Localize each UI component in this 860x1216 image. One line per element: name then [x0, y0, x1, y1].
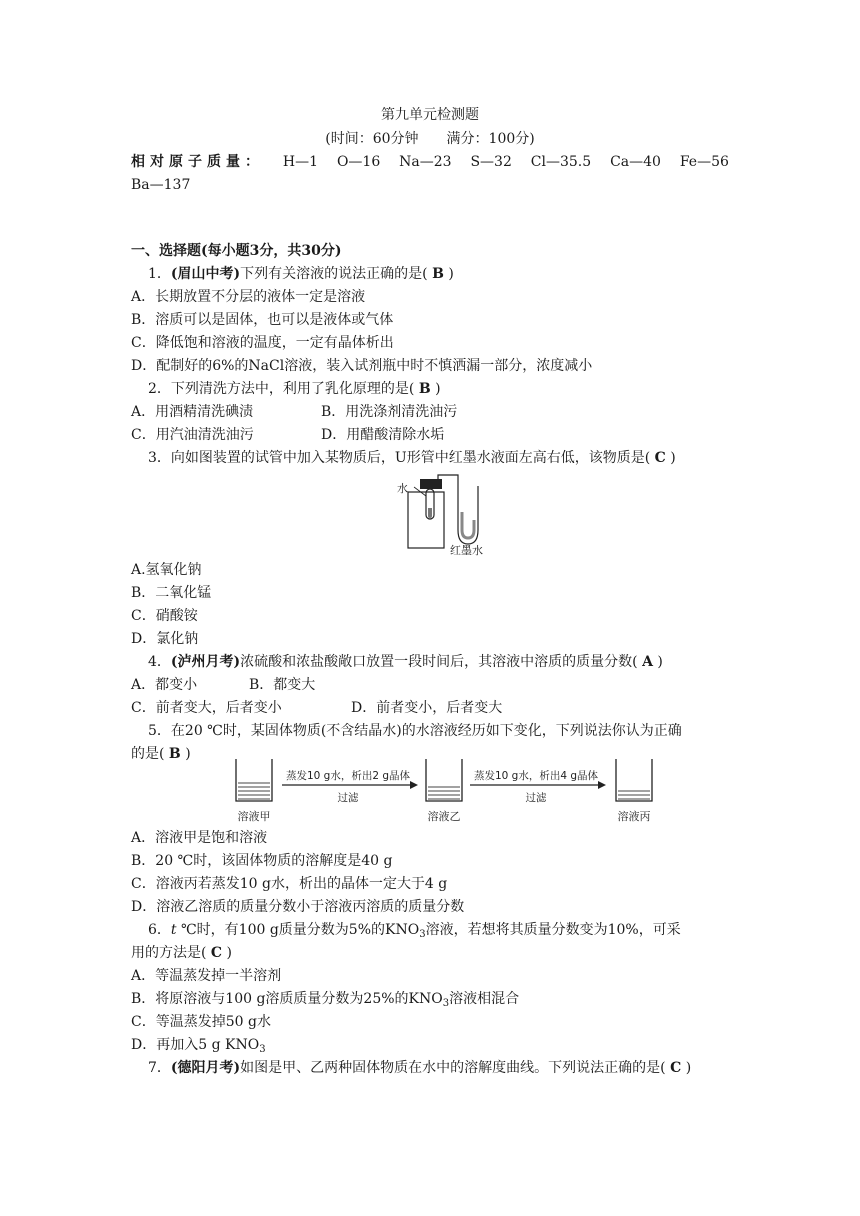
beaker-label: 溶液甲 — [237, 810, 271, 823]
answer-paren: ( — [422, 266, 433, 282]
option: A.氢氧化钠 — [131, 562, 202, 578]
question-text: 在20 ℃时，某固体物质(不含结晶水)的水溶液经历如下变化，下列说法你认为正确 — [170, 723, 682, 739]
section-heading: 一、选择题(每小题3分，共30分) — [131, 243, 342, 259]
option: C．硝酸铵 — [131, 608, 198, 624]
option-text: B．将原溶液与100 g溶质质量分数为25%的KNO — [131, 991, 443, 1007]
answer-paren: ( — [644, 450, 655, 466]
subscript: 3 — [259, 1044, 266, 1055]
beaker-c — [616, 759, 652, 801]
question-number: 4． — [148, 654, 171, 670]
question-4-stem — [148, 652, 663, 672]
option: A．用酒精清洗碘渍 — [131, 404, 254, 420]
rubber-stopper — [420, 479, 442, 489]
subscript: 3 — [419, 929, 426, 940]
answer-letter: B — [168, 746, 181, 762]
question-number: 5． — [148, 723, 171, 739]
arrow-head — [598, 781, 606, 789]
option-text: D．再加入5 g KNO — [131, 1037, 260, 1053]
option — [131, 1035, 266, 1055]
question-number: 1． — [148, 266, 171, 282]
option: B．20 ℃时，该固体物质的溶解度是40 g — [131, 853, 393, 869]
answer-letter: A — [642, 654, 653, 670]
answer-paren: ( — [660, 1060, 671, 1076]
option: D．用醋酸清除水垢 — [321, 427, 445, 443]
option: B．二氧化锰 — [131, 585, 212, 601]
option: A．等温蒸发掉一半溶剂 — [131, 968, 282, 984]
question-source: (德阳月考) — [170, 1060, 241, 1076]
answer-paren: ) — [180, 746, 191, 762]
question-5-stem — [148, 721, 682, 741]
option: B．都变大 — [249, 677, 316, 693]
question-5-stem-cont — [131, 744, 191, 764]
page-title: 第九单元检测题 — [381, 107, 479, 123]
question-source: (眉山中考) — [170, 266, 241, 282]
option — [131, 989, 519, 1009]
option: B．溶质可以是固体，也可以是液体或气体 — [131, 312, 394, 328]
option: C．降低饱和溶液的温度，一定有晶体析出 — [131, 335, 394, 351]
option: A．都变小 — [131, 677, 198, 693]
beaker-label: 溶液乙 — [427, 810, 461, 823]
atomic-mass-item: Ba—137 — [131, 177, 191, 193]
option: C．前者变大，后者变小 — [131, 700, 282, 716]
option: D．前者变小，后者变大 — [351, 700, 503, 716]
question-7-stem — [148, 1058, 691, 1078]
beaker-label: 溶液丙 — [617, 810, 651, 823]
option: D．氯化钠 — [131, 631, 199, 647]
question-number: 3． — [148, 450, 171, 466]
answer-paren: ) — [665, 450, 676, 466]
test-tube-u-tube-figure — [392, 472, 496, 556]
atomic-mass-item: S—32 — [470, 154, 512, 170]
atomic-mass-item: Na—23 — [399, 154, 452, 170]
answer-paren: ) — [430, 381, 441, 397]
question-text: 如图是甲、乙两种固体物质在水中的溶解度曲线。下列说法正确的是 — [240, 1060, 661, 1076]
question-3-stem — [148, 448, 676, 468]
option: D．配制好的6%的NaCl溶液，装入试剂瓶中时不慎洒漏一部分，浓度减小 — [131, 358, 593, 374]
question-number: 6． — [148, 922, 171, 938]
question-number: 2． — [148, 381, 171, 397]
red-ink-level — [462, 512, 474, 538]
figure-label-red-ink: 红墨水 — [450, 544, 483, 556]
question-6-stem — [148, 920, 681, 940]
atomic-mass-item: Fe—56 — [679, 154, 729, 170]
question-text: 的是 — [131, 746, 159, 762]
answer-paren: ) — [681, 1060, 692, 1076]
question-source: (泸州月考) — [170, 654, 241, 670]
arrow-1-label: 蒸发10 g水，析出2 g晶体 — [285, 770, 411, 782]
arrow-2-sublabel: 过滤 — [525, 792, 547, 804]
figure-label-water: 水 — [397, 482, 408, 495]
question-1-stem — [148, 264, 454, 284]
option: C．等温蒸发掉50 g水 — [131, 1014, 271, 1030]
atomic-mass-label: 相对原子质量： — [131, 154, 264, 170]
atomic-mass-item: Ca—40 — [610, 154, 661, 170]
question-number: 7． — [148, 1060, 171, 1076]
atomic-mass-item: O—16 — [336, 154, 381, 170]
tube-liquid — [428, 508, 432, 518]
answer-paren: ) — [652, 654, 663, 670]
arrow-2-label: 蒸发10 g水，析出4 g晶体 — [473, 770, 599, 782]
question-text: 用的方法是 — [131, 945, 201, 961]
answer-paren: ) — [222, 945, 232, 961]
question-text: 下列有关溶液的说法正确的是 — [240, 266, 423, 282]
atomic-mass-item: H—1 — [282, 154, 319, 170]
question-text: 向如图装置的试管中加入某物质后，U形管中红墨水液面左高右低，该物质是 — [170, 450, 645, 466]
answer-paren: ( — [201, 945, 211, 961]
question-2-stem — [148, 379, 441, 399]
option: A．溶液甲是饱和溶液 — [131, 830, 268, 846]
arrow-head — [410, 781, 418, 789]
answer-letter: B — [432, 266, 444, 282]
beaker-a — [236, 759, 272, 801]
option: C．用汽油清洗油污 — [131, 427, 254, 443]
answer-paren: ( — [408, 381, 419, 397]
question-text: 溶液，若想将其质量分数变为10%，可采 — [425, 922, 681, 938]
answer-letter: C — [210, 945, 223, 961]
answer-letter: B — [418, 381, 431, 397]
evaporation-process-figure — [226, 757, 666, 827]
subscript: 3 — [442, 998, 450, 1009]
question-text: ℃时，有100 g质量分数为5%的KNO — [176, 922, 420, 938]
option: D．溶液乙溶质的质量分数小于溶液丙溶质的质量分数 — [131, 899, 465, 915]
atomic-mass-line — [131, 152, 729, 172]
beaker-b — [426, 759, 462, 801]
answer-paren: ) — [443, 266, 454, 282]
question-6-stem-cont — [131, 943, 232, 963]
atomic-mass-item: Cl—35.5 — [530, 154, 592, 170]
option: C．溶液丙若蒸发10 g水，析出的晶体一定大于4 g — [131, 876, 448, 892]
option: A．长期放置不分层的液体一定是溶液 — [131, 289, 366, 305]
question-text: 下列清洗方法中，利用了乳化原理的是 — [170, 381, 409, 397]
answer-paren: ( — [632, 654, 643, 670]
answer-letter: C — [654, 450, 666, 466]
question-text: 浓硫酸和浓盐酸敞口放置一段时间后，其溶液中溶质的质量分数 — [240, 654, 633, 670]
option-text: 溶液相混合 — [449, 991, 520, 1007]
variable-t: t — [170, 922, 177, 938]
answer-letter: C — [670, 1060, 682, 1076]
answer-paren: ( — [159, 746, 169, 762]
option: B．用洗涤剂清洗油污 — [321, 404, 458, 420]
arrow-1-sublabel: 过滤 — [337, 792, 359, 804]
page-subtitle: (时间：60分钟 满分：100分) — [325, 131, 535, 147]
